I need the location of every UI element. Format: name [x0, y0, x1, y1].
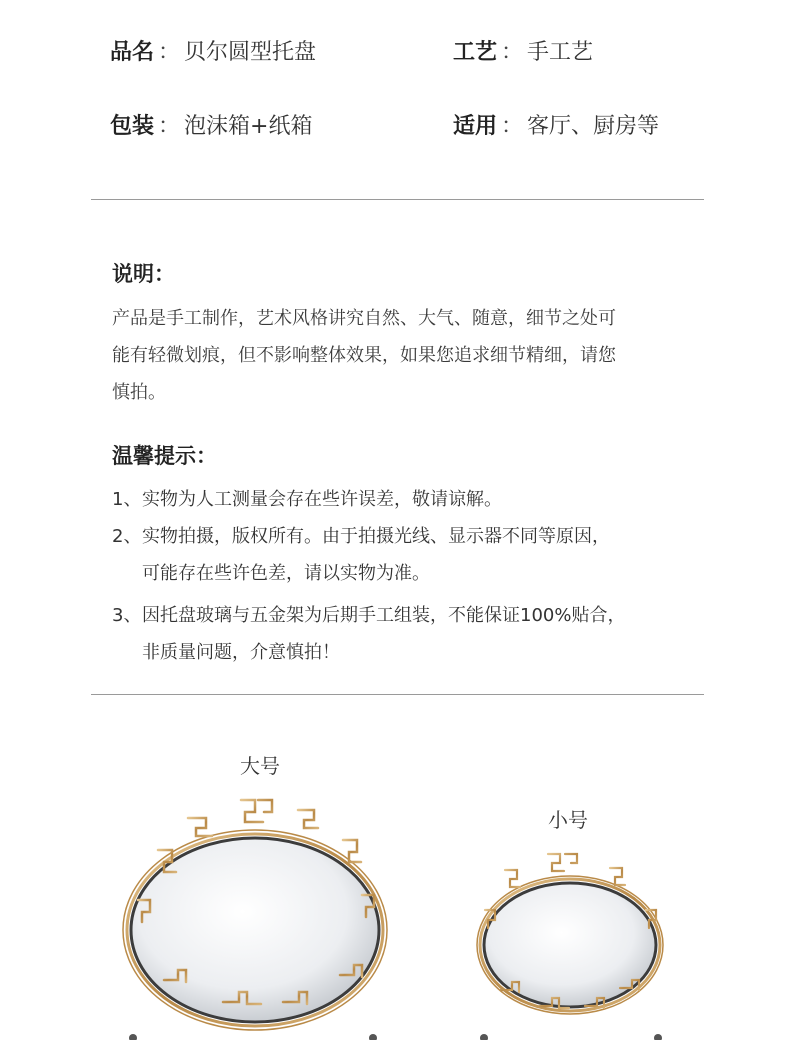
description-line: 产品是手工制作，艺术风格讲究自然、大气、随意，细节之处可: [112, 308, 616, 329]
spec-packaging-value: 泡沫箱+纸箱: [184, 114, 313, 139]
spec-packaging: [110, 112, 312, 142]
spec-name-value: 贝尔圆型托盘: [184, 40, 317, 65]
tip-item: [112, 518, 712, 592]
small-round-mirror-tray-image: [470, 840, 670, 1040]
spec-usage-value: 客厅、厨房等: [527, 114, 660, 139]
label-large: 大号: [240, 754, 280, 778]
spec-craft: [453, 38, 593, 68]
tip-number: 2、: [112, 526, 142, 547]
spec-colon: ：: [501, 114, 524, 139]
divider-top: [91, 199, 704, 200]
tip-text: 因托盘玻璃与五金架为后期手工组装，不能保证100%贴合，: [142, 605, 626, 626]
spec-packaging-key: 包装: [110, 114, 155, 139]
tip-text: 实物拍摄，版权所有。由于拍摄光线、显示器不同等原因，: [142, 526, 610, 547]
spec-craft-key: 工艺: [453, 40, 498, 65]
tip-text: 可能存在些许色差，请以实物为准。: [142, 563, 430, 584]
description-line: 能有轻微划痕，但不影响整体效果，如果您追求细节精细，请您: [112, 345, 616, 366]
divider-bottom: [91, 694, 704, 695]
tip-number: 3、: [112, 605, 142, 626]
tip-item: [112, 481, 712, 518]
large-round-mirror-tray-image: [118, 780, 393, 1040]
spec-usage-key: 适用: [453, 114, 498, 139]
tip-text: 实物为人工测量会存在些许误差，敬请谅解。: [142, 489, 502, 510]
tip-number: 1、: [112, 489, 142, 510]
spec-usage: [453, 112, 659, 142]
description-title: 说明：: [112, 262, 175, 286]
spec-colon: ：: [501, 40, 524, 65]
label-small: 小号: [548, 808, 588, 832]
spec-name-key: 品名: [110, 40, 155, 65]
description-line: 慎拍。: [112, 382, 166, 403]
tip-item: [112, 597, 712, 671]
spec-colon: ：: [158, 114, 181, 139]
spec-colon: ：: [158, 40, 181, 65]
spec-craft-value: 手工艺: [527, 40, 594, 65]
tip-text: 非质量问题，介意慎拍！: [142, 642, 340, 663]
tips-title: 温馨提示：: [112, 444, 217, 468]
description-body: [112, 300, 702, 411]
spec-name: [110, 38, 316, 68]
